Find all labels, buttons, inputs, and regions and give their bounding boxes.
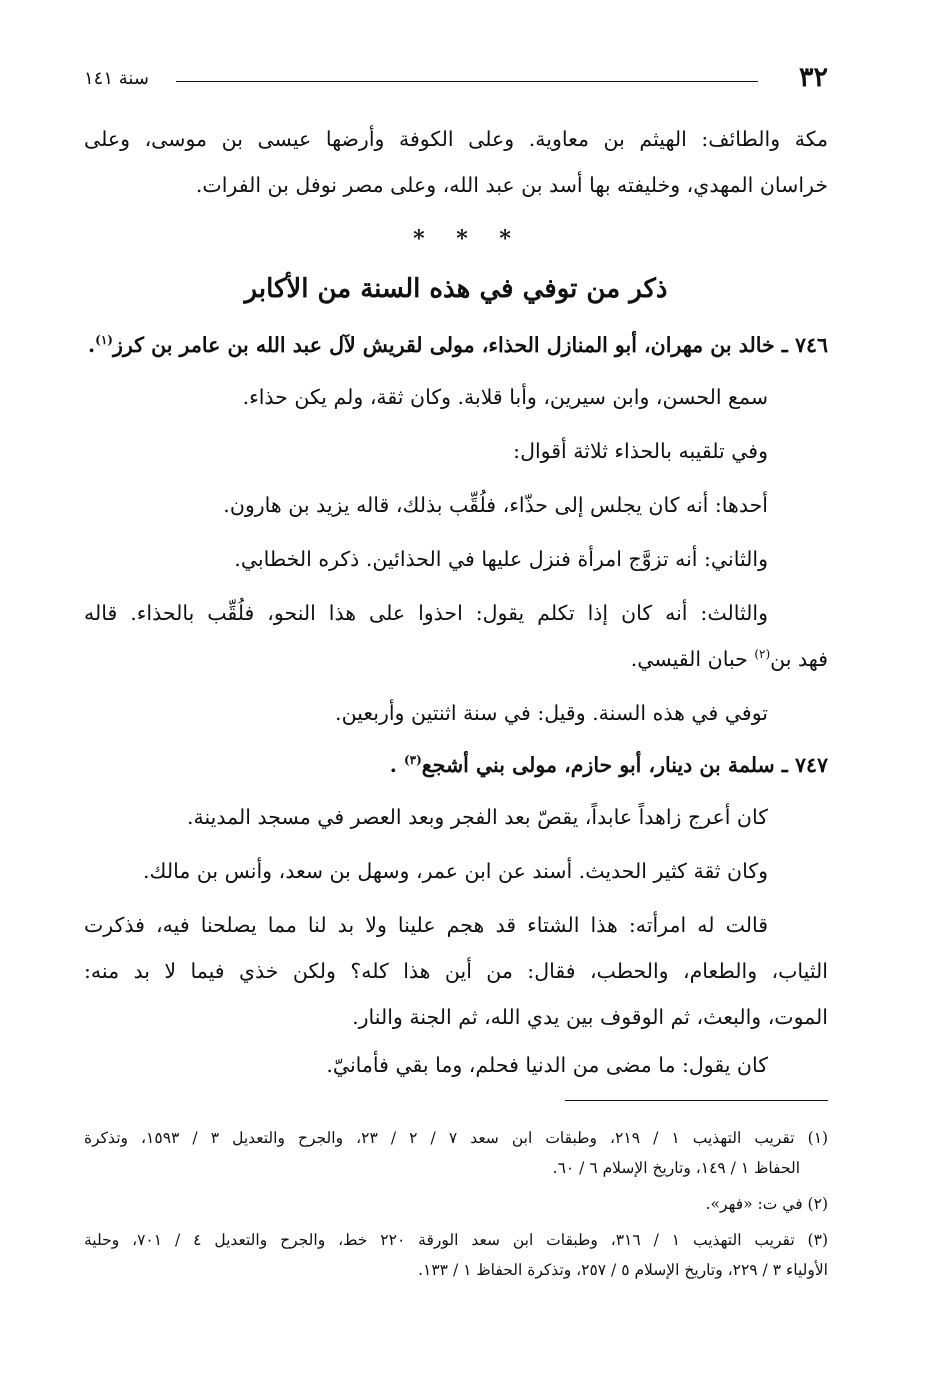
year-label: سنة ١٤١ bbox=[84, 68, 149, 89]
entry-747-para-3-line-1: قالت له امرأته: هذا الشتاء قد هجم علينا ولا بد لنا مما يصلحنا فيه، فذكرت bbox=[84, 913, 768, 937]
entry-746-para-5-line-1: والثالث: أنه كان إذا تكلم يقول: احذوا على هذا النحو، فلُقِّب بالحذاء. قاله bbox=[84, 601, 768, 625]
entry-746-para-6: توفي في هذه السنة. وقيل: في سنة اثنتين وأربعين. bbox=[335, 701, 768, 725]
entry-746-para-3: أحدها: أنه كان يجلس إلى حذّاء، فلُقِّب بذلك، قاله يزيد بن هارون. bbox=[223, 493, 768, 517]
header-rule bbox=[176, 81, 758, 82]
entry-747-para-4: كان يقول: ما مضى من الدنيا فحلم، وما بقي فأمانيّ. bbox=[326, 1053, 768, 1077]
entry-747-para-3-line-2: الثياب، والطعام، والحطب، فقال: من أين هذا كله؟ ولكن خذي فيما لا بد منه: bbox=[84, 959, 828, 983]
page-number: ٣٢ bbox=[798, 62, 828, 93]
entry-747-heading-end: . bbox=[389, 753, 404, 777]
footnote-rule bbox=[565, 1100, 828, 1101]
footnote-3-line-2: الأولياء ٣ / ٢٢٩، وتاريخ الإسلام ٥ / ٢٥٧، وتذكرة الحفاظ ١ / ١٣٣. bbox=[418, 1261, 828, 1279]
entry-746-heading-end: . bbox=[88, 333, 96, 357]
running-header bbox=[84, 62, 828, 94]
footnote-1-line-1: (١) تقريب التهذيب ١ / ٢١٩، وطبقات ابن سعد ٧ / ٢ / ٢٣، والجرح والتعديل ٣ / ١٥٩٣، وتذكرة bbox=[84, 1129, 829, 1147]
section-separator: * * * bbox=[413, 226, 523, 252]
intro-line-1: مكة والطائف: الهيثم بن معاوية. وعلى الكوفة وأرضها عيسى بن موسى، وعلى bbox=[84, 127, 828, 151]
entry-746-para-5-text-a: فهد بن bbox=[770, 647, 828, 671]
intro-line-2: خراسان المهدي، وخليفته بها أسد بن عبد الله، وعلى مصر نوفل بن الفرات. bbox=[195, 173, 828, 197]
entry-747-para-3-line-3: الموت، والبعث، ثم الوقوف بين يدي الله، ثم الجنة والنار. bbox=[352, 1005, 828, 1029]
footnote-2: (٢) في ت: «فهر». bbox=[705, 1195, 828, 1213]
entry-746-para-2: وفي تلقيبه بالحذاء ثلاثة أقوال: bbox=[513, 439, 768, 463]
entry-746-para-5-line-2 bbox=[84, 646, 828, 672]
footnote-1-line-2: الحفاظ ١ / ١٤٩، وتاريخ الإسلام ٦ / ٦٠. bbox=[552, 1159, 800, 1177]
entry-746-heading-text: ٧٤٦ ـ خالد بن مهران، أبو المنازل الحذاء، مولى لقريش لآل عبد الله بن عامر بن كرز bbox=[112, 333, 828, 357]
entry-746-para-1: سمع الحسن، وابن سيرين، وأبا قلابة. وكان ثقة، ولم يكن حذاء. bbox=[242, 385, 768, 409]
footnote-3-line-1: (٣) تقريب التهذيب ١ / ٣١٦، وطبقات ابن سعد الورقة ٢٢٠ خط، والجرح والتعديل ٤ / ٧٠١، وحلية bbox=[84, 1231, 828, 1249]
entry-746-para-5-text-b: حبان القيسي. bbox=[630, 647, 755, 671]
entry-747-heading bbox=[84, 752, 828, 778]
section-title: ذكر من توفي في هذه السنة من الأكابر bbox=[244, 274, 668, 304]
footnote-ref-1[interactable]: (١) bbox=[95, 333, 113, 348]
entry-746-para-4: والثاني: أنه تزوَّج امرأة فنزل عليها في الحذائين. ذكره الخطابي. bbox=[234, 547, 768, 571]
footnote-ref-3[interactable]: (٣) bbox=[403, 753, 422, 768]
entry-747-para-1: كان أعرج زاهداً عابداً، يقصّ بعد الفجر وبعد العصر في مسجد المدينة. bbox=[186, 805, 768, 829]
footnote-ref-2[interactable]: (٢) bbox=[754, 647, 771, 662]
entry-747-para-2: وكان ثقة كثير الحديث. أسند عن ابن عمر، وسهل بن سعد، وأنس بن مالك. bbox=[143, 859, 768, 883]
entry-746-heading bbox=[84, 332, 828, 358]
entry-747-heading-text: ٧٤٧ ـ سلمة بن دينار، أبو حازم، مولى بني أشجع bbox=[421, 753, 828, 777]
